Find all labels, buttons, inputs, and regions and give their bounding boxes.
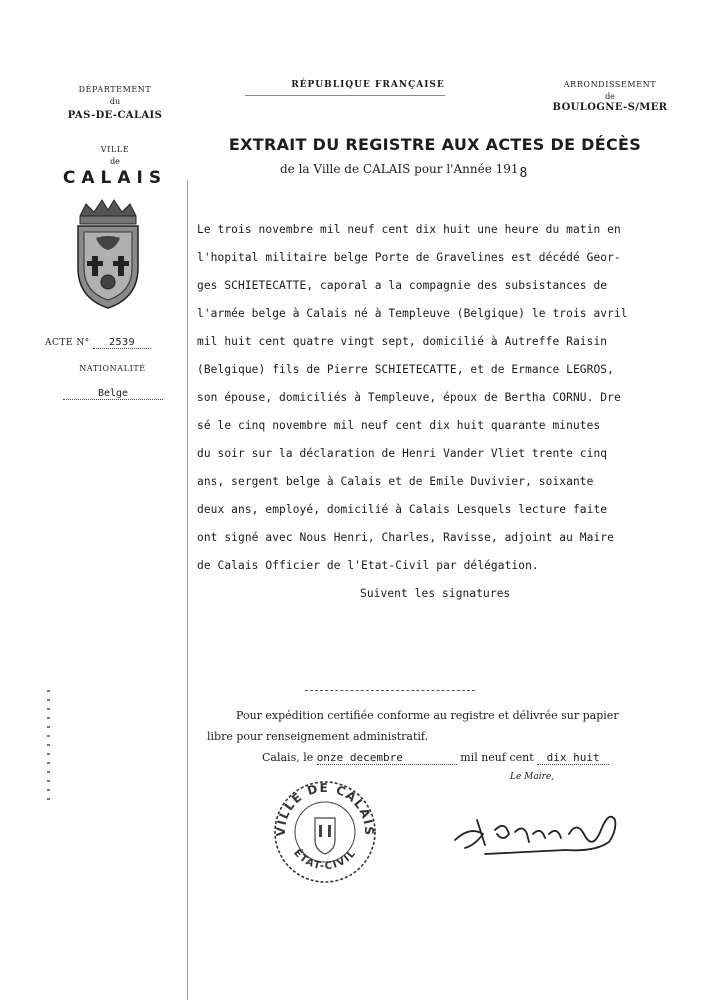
republique-francaise: RÉPUBLIQUE FRANÇAISE bbox=[291, 80, 445, 90]
departement-label: DÉPARTEMENT bbox=[78, 85, 152, 94]
date-value: onze decembre bbox=[317, 751, 457, 765]
calais-coat-of-arms bbox=[72, 198, 144, 310]
body-line: sé le cinq novembre mil neuf cent dix huit quarante minutes bbox=[197, 419, 601, 432]
margin-rule bbox=[187, 180, 188, 1000]
nationalite-value: Belge bbox=[63, 388, 163, 400]
city-stamp bbox=[265, 770, 385, 890]
mil-neuf-cent-label: mil neuf cent bbox=[460, 751, 534, 764]
departement-name: PAS-DE-CALAIS bbox=[67, 110, 163, 121]
margin-mark bbox=[47, 690, 50, 800]
certification-line-2: libre pour renseignement administratif. bbox=[207, 730, 429, 743]
signatures-line: Suivent les signatures bbox=[360, 587, 511, 600]
arrondissement-de: de bbox=[605, 92, 615, 101]
stamp-bottom-text: ÉTAT-CIVIL bbox=[291, 847, 359, 873]
year-digit: 8 bbox=[519, 166, 528, 181]
header-rule bbox=[245, 95, 445, 96]
stamp-top-text: VILLE DE CALAIS bbox=[273, 780, 377, 837]
body-line: de Calais Officier de l'Etat-Civil par délégation. bbox=[197, 559, 539, 572]
de-label: de bbox=[110, 157, 120, 166]
le-maire-label: Le Maire, bbox=[510, 772, 555, 782]
body-line: mil huit cent quatre vingt sept, domicilié à Autreffe Raisin bbox=[197, 335, 608, 348]
certification-line-1: Pour expédition certifiée conforme au registre et délivrée sur papier bbox=[236, 709, 619, 722]
body-line: deux ans, employé, domicilié à Calais Lesquels lecture faite bbox=[197, 503, 608, 516]
body-line: du soir sur la déclaration de Henri Vander Vliet trente cinq bbox=[197, 447, 608, 460]
body-line: l'hopital militaire belge Porte de Gravelines est décédé Geor- bbox=[197, 251, 621, 264]
body-line: son épouse, domiciliés à Templeuve, époux de Bertha CORNU. Dre bbox=[197, 391, 621, 404]
svg-text:VILLE DE CALAIS bbox=[274, 781, 376, 837]
body-line: Le trois novembre mil neuf cent dix huit une heure du matin en bbox=[197, 223, 621, 236]
mayor-signature bbox=[445, 790, 645, 860]
arrondissement-name: BOULOGNE-S/MER bbox=[552, 102, 668, 113]
nationalite-field bbox=[58, 388, 168, 400]
calais-le-label: Calais, le bbox=[262, 751, 314, 764]
acte-label: ACTE N° bbox=[45, 338, 90, 348]
certification-date-line bbox=[262, 751, 682, 765]
nationalite-label: NATIONALITÉ bbox=[79, 364, 146, 373]
body-line: (Belgique) fils de Pierre SCHIETECATTE, et de Ermance LEGROS, bbox=[197, 363, 614, 376]
ville-label: VILLE bbox=[100, 145, 130, 154]
year-value: dix huit bbox=[537, 751, 609, 765]
acte-number: 2539 bbox=[93, 337, 151, 349]
ville-name: CALAIS bbox=[62, 168, 168, 188]
separator-rule bbox=[305, 690, 475, 691]
body-line: l'armée belge à Calais né à Templeuve (Belgique) le trois avril bbox=[197, 307, 628, 320]
document-title: EXTRAIT DU REGISTRE AUX ACTES DE DÉCÈS bbox=[228, 135, 642, 154]
body-line: ont signé avec Nous Henri, Charles, Ravisse, adjoint au Maire bbox=[197, 531, 614, 544]
body-line: ans, sergent belge à Calais et de Emile Duvivier, soixante bbox=[197, 475, 594, 488]
body-line: ges SCHIETECATTE, caporal a la compagnie des subsistances de bbox=[197, 279, 608, 292]
svg-text:ÉTAT-CIVIL bbox=[291, 846, 358, 872]
du-label: du bbox=[109, 97, 121, 106]
acte-field bbox=[45, 337, 175, 349]
document-subtitle bbox=[280, 162, 600, 181]
arrondissement-label: ARRONDISSEMENT bbox=[563, 80, 657, 89]
subtitle-text: de la Ville de CALAIS pour l'Année 191 bbox=[280, 162, 519, 176]
